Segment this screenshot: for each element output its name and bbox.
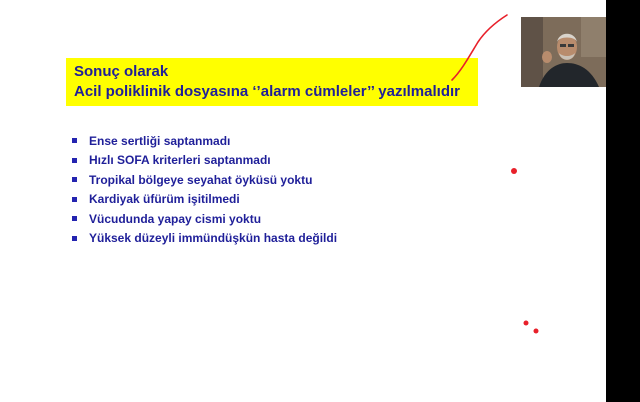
bullet-text: Kardiyak üfürüm işitilmedi [89, 192, 240, 207]
bullet-square-icon [72, 177, 77, 182]
bullet-text: Hızlı SOFA kriterleri saptanmadı [89, 153, 271, 168]
slide-title-box [66, 58, 478, 106]
slide-title-line-2: Acil poliklinik dosyasına ‘’alarm cümleler’’ yazılmalıdır [74, 82, 460, 100]
bullet-square-icon [72, 236, 77, 241]
pen-dot-annotation [534, 329, 539, 334]
bullet-square-icon [72, 197, 77, 202]
bullet-text: Yüksek düzeyli immündüşkün hasta değildi [89, 231, 338, 246]
slide-title-line-1: Sonuç olarak [74, 63, 169, 80]
list-item [72, 209, 337, 229]
bullet-square-icon [72, 216, 77, 221]
bullet-list [72, 131, 337, 248]
webcam-video-thumbnail[interactable] [521, 17, 607, 87]
bullet-text: Tropikal bölgeye seyahat öyküsü yoktu [89, 172, 313, 187]
bullet-text: Ense sertliği saptanmadı [89, 133, 231, 148]
pen-dot-annotation [524, 321, 529, 326]
list-item [72, 190, 337, 210]
list-item [72, 131, 337, 151]
bullet-text: Vücudunda yapay cismi yoktu [89, 211, 262, 226]
list-item [72, 151, 337, 171]
screen-edge-black-bar [606, 0, 640, 402]
presenter-video-image [521, 17, 607, 87]
pen-dot-annotation [511, 168, 517, 174]
bullet-square-icon [72, 138, 77, 143]
list-item [72, 170, 337, 190]
list-item [72, 229, 337, 249]
bullet-square-icon [72, 158, 77, 163]
